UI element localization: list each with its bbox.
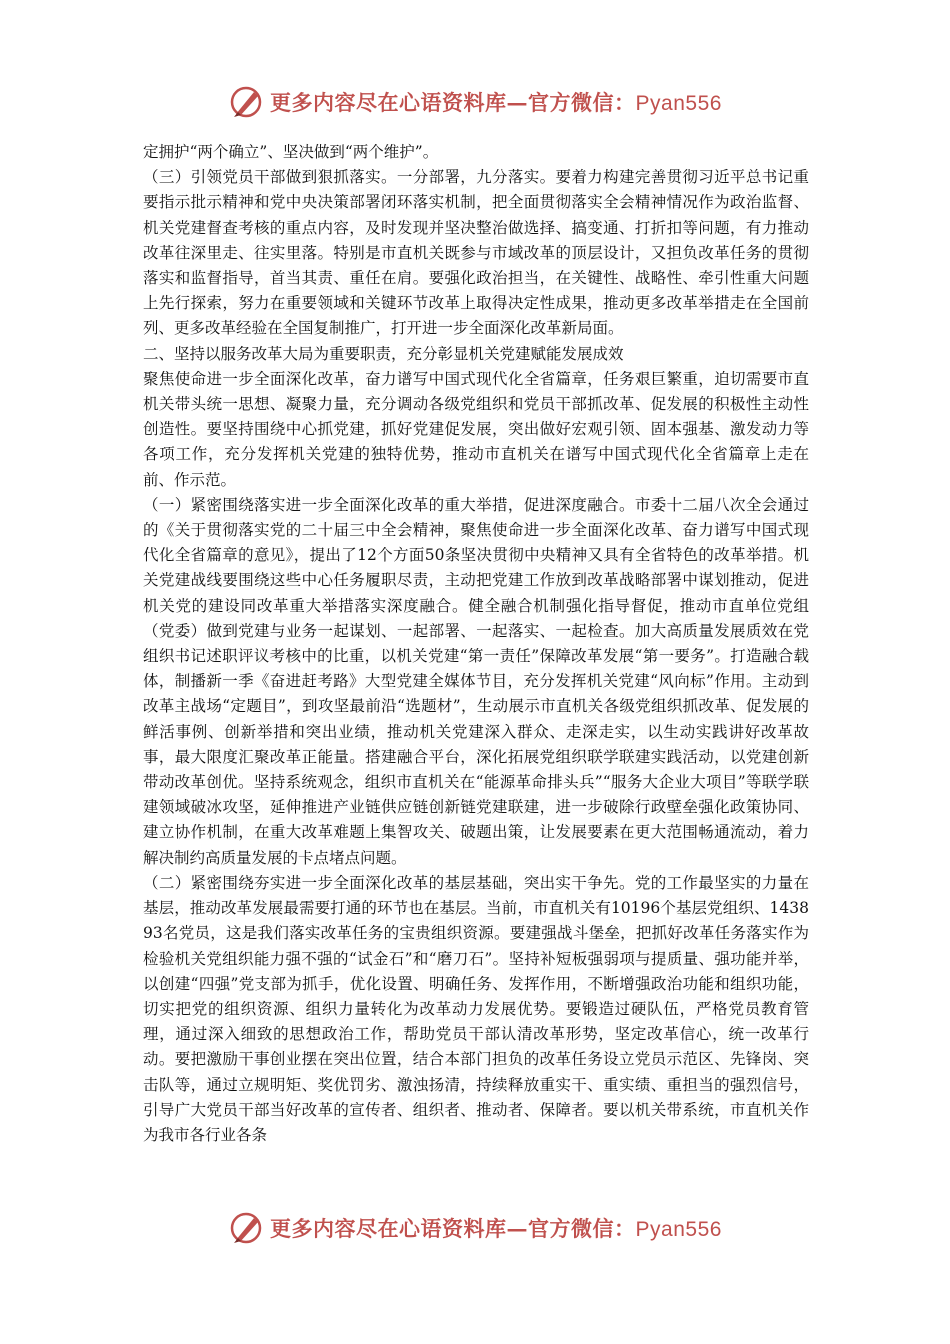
watermark-text: 更多内容尽在心语资料库—官方微信：Pyan556 (270, 90, 722, 115)
paragraph: 聚焦使命进一步全面深化改革，奋力谱写中国式现代化全省篇章，任务艰巨繁重，迫切需要市直机关带头统一思想、凝聚力量，充分调动各级党组织和党员干部抓改革、促发展的积极性主动性创造性。要坚持围绕中心抓党建，抓好党建促发展，突出做好宏观引领、固本强基、激发动力等各项工作，充分发挥机关党建的独特优势，推动市直机关在谱写中国式现代化全省篇章上走在前、作示范。 (143, 369, 809, 489)
pen-logo-icon (228, 84, 264, 120)
paragraph: 定拥护“两个确立”、坚决做到“两个维护”。 (143, 143, 439, 161)
document-body (143, 140, 809, 1148)
watermark-banner-bottom (0, 1208, 950, 1248)
watermark-banner-top (0, 82, 950, 122)
paragraph: （一）紧密围绕落实进一步全面深化改革的重大举措，促进深度融合。市委十二届八次全会通过的《关于贯彻落实党的二十届三中全会精神，聚焦使命进一步全面深化改革、奋力谱写中国式现代化全省篇章的意见》，提出了12个方面50条坚决贯彻中央精神又具有全省特色的改革举措。机关党建战线要围绕这些中心任务履职尽责，主动把党建工作放到改革战略部署中谋划推动，促进机关党的建设同改革重大举措落实深度融合。健全融合机制强化指导督促，推动市直单位党组（党委）做到党建与业务一起谋划、一起部署、一起落实、一起检查。加大高质量发展质效在党组织书记述职评议考核中的比重，以机关党建“第一责任”保障改革发展“第一要务”。打造融合载体，制播新一季《奋进赶考路》大型党建全媒体节目，充分发挥机关党建“风向标”作用。主动到改革主战场“定题目”，到攻坚最前沿“选题材”，生动展示市直机关各级党组织抓改革、促发展的鲜活事例、创新举措和突出业绩，推动机关党建深入群众、走深走实，以生动实践讲好改革故事，最大限度汇聚改革正能量。搭建融合平台，深化拓展党组织联学联建实践活动，以党建创新带动改革创优。坚持系统观念，组织市直机关在“能源革命排头兵”“服务大企业大项目”等联学联建领域破冰攻坚，延伸推进产业链供应链创新链党建联建，进一步破除行政壁垒强化政策协同、建立协作机制，在重大改革难题上集智攻关、破题出策，让发展要素在更大范围畅通流动，着力解决制约高质量发展的卡点堵点问题。 (143, 495, 809, 867)
watermark-text: 更多内容尽在心语资料库—官方微信：Pyan556 (270, 1216, 722, 1241)
wechat-id: Pyan556 (635, 1218, 722, 1241)
paragraph: （二）紧密围绕夯实进一步全面深化改革的基层基础，突出实干争先。党的工作最坚实的力量在基层，推动改革发展最需要打通的环节也在基层。当前，市直机关有10196个基层党组织、143893名党员，这是我们落实改革任务的宝贵组织资源。要建强战斗堡垒，把抓好改革任务落实作为检验机关党组织能力强不强的“试金石”和“磨刀石”。坚持补短板强弱项与提质量、强功能并举，以创建“四强”党支部为抓手，优化设置、明确任务、发挥作用，不断增强政治功能和组织功能，切实把党的组织资源、组织力量转化为改革动力发展优势。要锻造过硬队伍，严格党员教育管理，通过深入细致的思想政治工作，帮助党员干部认清改革形势，坚定改革信心，统一改革行动。要把激励干事创业摆在突出位置，结合本部门担负的改革任务设立党员示范区、先锋岗、突击队等，通过立规明矩、奖优罚劣、激浊扬清，持续释放重实干、重实绩、重担当的强烈信号，引导广大党员干部当好改革的宣传者、组织者、推动者、保障者。要以机关带系统，市直机关作为我市各行业各条 (143, 873, 809, 1144)
paragraph: （三）引领党员干部做到狠抓落实。一分部署，九分落实。要着力构建完善贯彻习近平总书记重要指示批示精神和党中央决策部署闭环落实机制，把全面贯彻落实全会精神情况作为政治监督、机关党建督查考核的重点内容，及时发现并坚决整治做选择、搞变通、打折扣等问题，有力推动改革往深里走、往实里落。特别是市直机关既参与市域改革的顶层设计，又担负改革任务的贯彻落实和监督指导，首当其责、重任在肩。要强化政治担当，在关键性、战略性、牵引性重大问题上先行探索，努力在重要领域和关键环节改革上取得决定性成果，推动更多改革举措走在全国前列、更多改革经验在全国复制推广，打开进一步全面深化改革新局面。 (143, 168, 809, 338)
pen-logo-icon (228, 1210, 264, 1246)
section-heading: 二、坚持以服务改革大局为重要职责，充分彰显机关党建赋能发展成效 (143, 344, 624, 363)
wechat-id: Pyan556 (635, 92, 722, 115)
